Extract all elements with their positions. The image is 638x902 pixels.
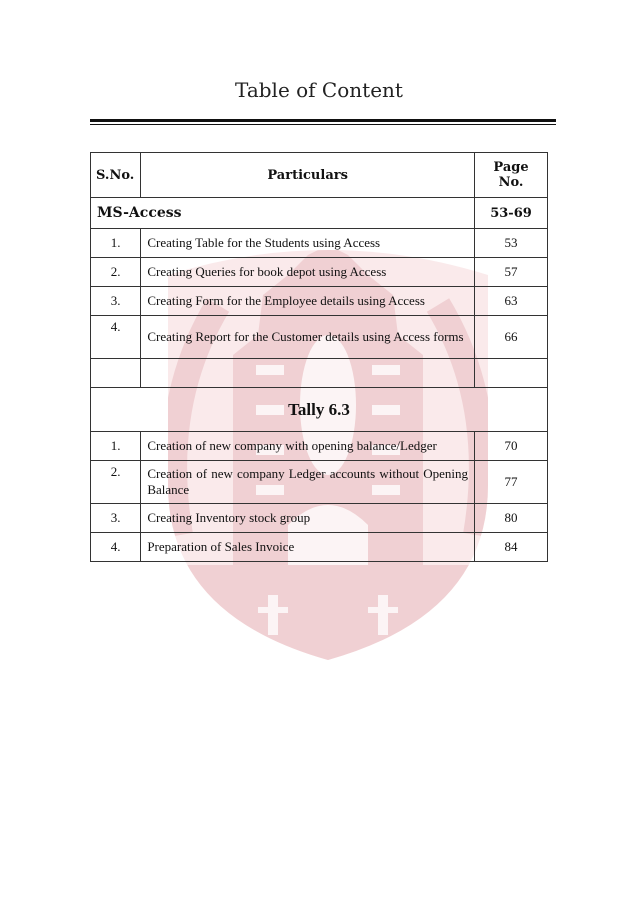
title-divider — [90, 119, 556, 125]
row-sno: 3. — [91, 504, 141, 533]
row-particulars: Creating Queries for book depot using Access — [141, 258, 475, 287]
row-particulars: Creating Table for the Students using Access — [141, 229, 475, 258]
row-sno: 4. — [91, 533, 141, 562]
row-page: 57 — [475, 258, 548, 287]
table-row — [91, 432, 548, 461]
row-sno: 4. — [91, 316, 141, 359]
section-row-tally — [91, 388, 548, 432]
table-row — [91, 287, 548, 316]
table-row — [91, 461, 548, 504]
blank-cell — [91, 359, 141, 388]
header-sno: S.No. — [91, 153, 141, 198]
row-particulars: Preparation of Sales Invoice — [141, 533, 475, 562]
row-page: 84 — [475, 533, 548, 562]
row-sno: 1. — [91, 229, 141, 258]
section-title-ms-access: MS-Access — [91, 198, 475, 229]
section-title-tally: Tally 6.3 — [91, 388, 548, 432]
header-particulars: Particulars — [141, 153, 475, 198]
blank-cell — [475, 359, 548, 388]
page-title: Table of Content — [235, 78, 403, 102]
table-header-row — [91, 153, 548, 198]
row-sno: 2. — [91, 461, 141, 504]
row-sno: 2. — [91, 258, 141, 287]
table-row — [91, 258, 548, 287]
row-particulars: Creating Inventory stock group — [141, 504, 475, 533]
header-page-no: Page No. — [475, 153, 548, 198]
table-row — [91, 504, 548, 533]
row-page: 66 — [475, 316, 548, 359]
row-particulars: Creating Report for the Customer details using Access forms — [141, 316, 475, 359]
table-of-contents — [90, 152, 548, 562]
table-row — [91, 316, 548, 359]
row-sno: 3. — [91, 287, 141, 316]
row-page: 63 — [475, 287, 548, 316]
blank-row — [91, 359, 548, 388]
row-particulars: Creation of new company Ledger accounts without Opening Balance — [141, 461, 475, 504]
table-row — [91, 229, 548, 258]
row-particulars: Creation of new company with opening balance/Ledger — [141, 432, 475, 461]
row-particulars: Creating Form for the Employee details using Access — [141, 287, 475, 316]
row-page: 70 — [475, 432, 548, 461]
blank-cell — [141, 359, 475, 388]
section-row-ms-access — [91, 198, 548, 229]
section-pages-ms-access: 53-69 — [475, 198, 548, 229]
row-page: 53 — [475, 229, 548, 258]
row-sno: 1. — [91, 432, 141, 461]
row-page: 80 — [475, 504, 548, 533]
table-row — [91, 533, 548, 562]
row-page: 77 — [475, 461, 548, 504]
